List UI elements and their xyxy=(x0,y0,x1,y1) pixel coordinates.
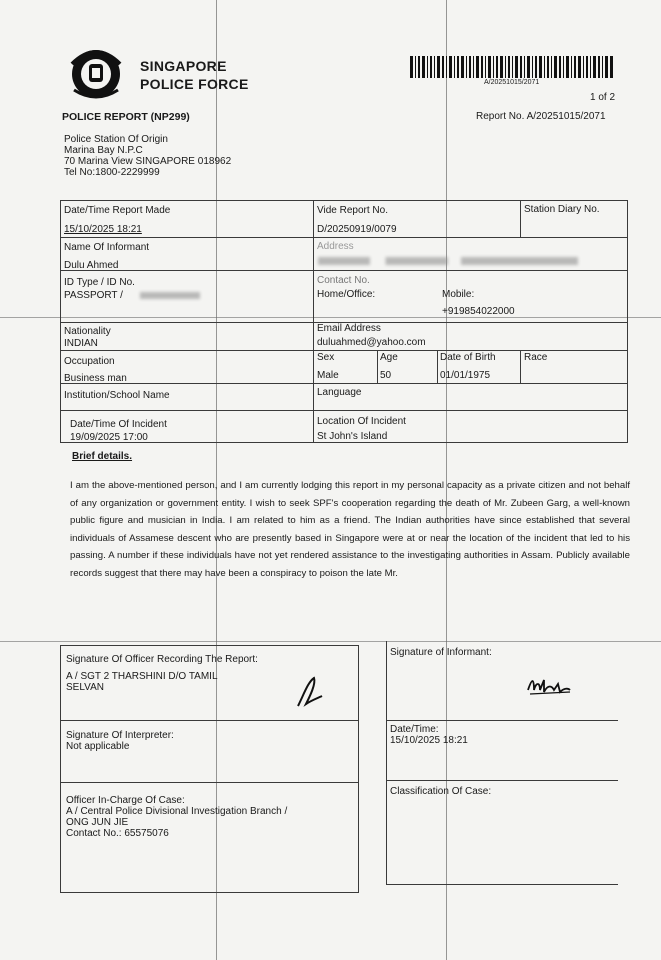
station-tel: Tel No:1800-2229999 xyxy=(64,167,160,178)
home-office-label: Home/Office: xyxy=(317,289,376,300)
race-label: Race xyxy=(524,352,548,363)
police-crest-logo xyxy=(64,44,128,100)
interpreter-value: Not applicable xyxy=(66,741,130,752)
signature-datetime-value: 15/10/2025 18:21 xyxy=(390,735,468,746)
officer-in-charge-line1: A / Central Police Divisional Investigation Branch / xyxy=(66,806,288,817)
rule xyxy=(60,720,358,721)
sex-value: Male xyxy=(317,370,339,381)
incident-datetime-label: Date/Time Of Incident xyxy=(70,419,167,430)
brief-details-heading: Brief details. xyxy=(72,451,133,462)
rule xyxy=(60,782,358,783)
rule xyxy=(60,350,628,351)
barcode xyxy=(410,56,614,78)
occupation-value: Business man xyxy=(64,373,127,384)
age-value: 50 xyxy=(380,370,392,381)
datetime-report-label: Date/Time Report Made xyxy=(64,205,171,216)
rule xyxy=(386,780,618,781)
rule xyxy=(60,200,61,442)
rule xyxy=(358,645,359,893)
rule xyxy=(60,270,628,271)
nationality-label: Nationality xyxy=(64,326,111,337)
age-label: Age xyxy=(380,352,398,363)
report-number: Report No. A/20251015/2071 xyxy=(476,111,606,122)
incident-datetime-value: 19/09/2025 17:00 xyxy=(70,432,148,443)
informant-signature-label: Signature of Informant: xyxy=(390,647,492,658)
email-value: duluahmed@yahoo.com xyxy=(317,337,426,348)
rule xyxy=(60,200,628,201)
org-name-line1: SINGAPORE xyxy=(140,58,227,74)
mobile-value: +919854022000 xyxy=(442,306,515,317)
rule xyxy=(60,645,358,646)
mobile-label: Mobile: xyxy=(442,289,475,300)
id-type-label: ID Type / ID No. xyxy=(64,277,135,288)
redacted-passport xyxy=(140,292,200,299)
sex-label: Sex xyxy=(317,352,335,363)
dob-value: 01/01/1975 xyxy=(440,370,491,381)
redacted-address xyxy=(318,257,578,265)
report-title: POLICE REPORT (NP299) xyxy=(62,111,190,123)
fold-line-horizontal xyxy=(0,641,661,642)
station-address: 70 Marina View SINGAPORE 018962 xyxy=(64,156,232,167)
rule xyxy=(386,641,387,885)
classification-label: Classification Of Case: xyxy=(390,786,492,797)
station-name: Marina Bay N.P.C xyxy=(64,145,143,156)
informant-name-label: Name Of Informant xyxy=(64,242,150,253)
station-label: Police Station Of Origin xyxy=(64,134,168,145)
contact-label: Contact No. xyxy=(317,275,370,286)
page-indicator: 1 of 2 xyxy=(590,92,616,103)
dob-label: Date of Birth xyxy=(440,352,496,363)
rule xyxy=(60,410,628,411)
vide-report-value: D/20250919/0079 xyxy=(317,224,397,235)
rule xyxy=(60,383,628,384)
rule xyxy=(313,200,314,442)
barcode-text: A/20251015/2071 xyxy=(484,79,540,86)
rule xyxy=(437,350,438,383)
language-label: Language xyxy=(317,387,362,398)
signature-datetime-label: Date/Time: xyxy=(390,724,439,735)
station-diary-label: Station Diary No. xyxy=(524,204,600,215)
officer-name-line1: A / SGT 2 THARSHINI D/O TAMIL xyxy=(66,671,218,682)
interpreter-label: Signature Of Interpreter: xyxy=(66,730,174,741)
brief-details-text: I am the above-mentioned person, and I am currently lodging this report in my personal capacity as a private citizen and not behalf of any organization or government entity. I wish to seek SPF's cooperation regarding the death of Mr. Zubeen Garg, a well-known public figure and musician in India. I am related to him as a friend. The Indian authorities have since established that several individuals of Assamese descent who are presently based in Singapore were at or near the location of the incident that led to his passing. A number if these individuals have not yet rendered assistance to the investigating authorities in Assam. Publicly available records suggest that there may have been a conspiracy to poison the late Mr. xyxy=(70,480,630,579)
institution-label: Institution/School Name xyxy=(64,390,170,401)
officer-in-charge-line2: ONG JUN JIE xyxy=(66,817,129,828)
rule xyxy=(377,350,378,383)
passport-label: PASSPORT / xyxy=(64,290,123,301)
informant-signature xyxy=(526,674,572,703)
officer-signature-label: Signature Of Officer Recording The Report: xyxy=(66,654,258,665)
datetime-report-value: 15/10/2025 18:21 xyxy=(64,224,142,235)
rule xyxy=(60,237,628,238)
nationality-value: INDIAN xyxy=(64,338,98,349)
occupation-label: Occupation xyxy=(64,356,115,367)
rule xyxy=(520,350,521,383)
officer-name-line2: SELVAN xyxy=(66,682,104,693)
officer-in-charge-contact: Contact No.: 65575076 xyxy=(66,828,169,839)
officer-signature xyxy=(294,674,326,715)
address-label: Address xyxy=(317,241,354,252)
rule xyxy=(520,200,521,237)
fold-line-horizontal xyxy=(0,317,661,318)
officer-in-charge-label: Officer In-Charge Of Case: xyxy=(66,795,185,806)
incident-location-value: St John's Island xyxy=(317,431,388,442)
email-label: Email Address xyxy=(317,323,381,334)
vide-report-label: Vide Report No. xyxy=(317,205,388,216)
org-name-line2: POLICE FORCE xyxy=(140,76,249,92)
incident-location-label: Location Of Incident xyxy=(317,416,406,427)
rule xyxy=(386,884,618,885)
rule xyxy=(60,892,358,893)
informant-name-value: Dulu Ahmed xyxy=(64,260,119,271)
rule xyxy=(386,720,618,721)
rule xyxy=(627,200,628,442)
rule xyxy=(60,645,61,893)
